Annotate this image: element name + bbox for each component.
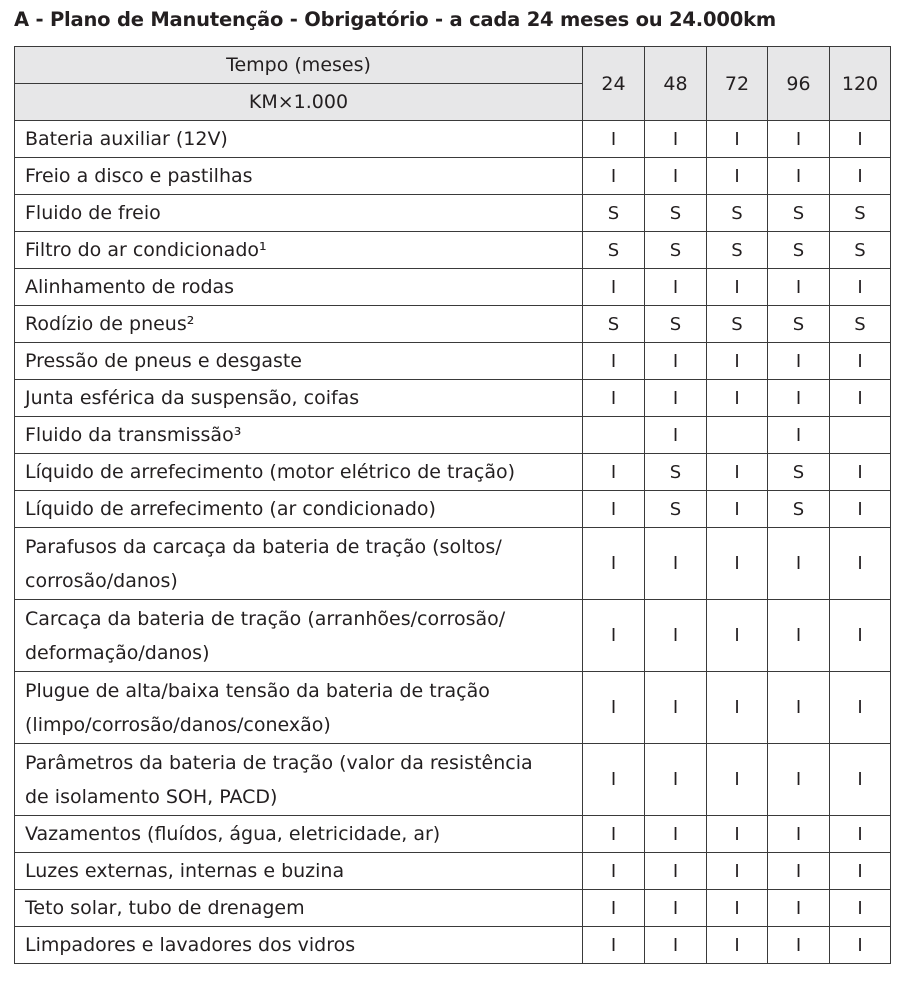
item-cell <box>15 343 583 380</box>
mark-cell: I <box>645 528 707 600</box>
table-row <box>15 853 891 890</box>
mark-cell: I <box>707 890 768 927</box>
header-time-label: Tempo (meses) <box>15 47 583 84</box>
mark-cell: S <box>645 195 707 232</box>
mark-cell: I <box>583 158 645 195</box>
table-row <box>15 744 891 816</box>
table-row <box>15 672 891 744</box>
mark-cell: I <box>768 600 830 672</box>
header-interval-120: 120 <box>830 47 891 121</box>
mark-cell: I <box>830 890 891 927</box>
table-row <box>15 158 891 195</box>
item-cell <box>15 380 583 417</box>
item-label: Vazamentos (fluídos, água, eletricidade, ar) <box>25 823 441 845</box>
mark-cell: I <box>707 600 768 672</box>
mark-cell: I <box>768 380 830 417</box>
mark-cell: I <box>768 672 830 744</box>
item-cell <box>15 816 583 853</box>
mark-cell: I <box>830 269 891 306</box>
mark-cell: I <box>768 528 830 600</box>
mark-cell: S <box>645 232 707 269</box>
item-cell <box>15 744 583 816</box>
item-cell <box>15 454 583 491</box>
mark-cell: I <box>768 343 830 380</box>
mark-cell: I <box>768 927 830 964</box>
mark-cell: I <box>768 269 830 306</box>
mark-cell: S <box>830 232 891 269</box>
maintenance-table-body <box>15 47 891 964</box>
mark-cell: S <box>583 232 645 269</box>
item-cell <box>15 890 583 927</box>
mark-cell: I <box>707 121 768 158</box>
item-label: Líquido de arrefecimento (motor elétrico de tração) <box>25 461 516 483</box>
item-label: Filtro do ar condicionado¹ <box>25 239 267 261</box>
table-row <box>15 927 891 964</box>
item-label: Teto solar, tubo de drenagem <box>25 897 305 919</box>
mark-cell: I <box>830 158 891 195</box>
table-row <box>15 600 891 672</box>
mark-cell: S <box>645 306 707 343</box>
mark-cell: I <box>645 380 707 417</box>
item-cell <box>15 491 583 528</box>
mark-cell: I <box>768 417 830 454</box>
header-interval-48: 48 <box>645 47 707 121</box>
item-label: Parafusos da carcaça da bateria de tração (soltos/ <box>25 535 502 558</box>
mark-cell: I <box>830 816 891 853</box>
item-cell <box>15 121 583 158</box>
mark-cell: I <box>583 380 645 417</box>
mark-cell: S <box>768 454 830 491</box>
mark-cell: I <box>583 853 645 890</box>
mark-cell <box>707 417 768 454</box>
mark-cell: I <box>707 380 768 417</box>
mark-cell: I <box>768 853 830 890</box>
maintenance-table <box>14 46 891 964</box>
mark-cell: I <box>707 816 768 853</box>
table-row <box>15 528 891 600</box>
item-cell <box>15 195 583 232</box>
item-label: Luzes externas, internas e buzina <box>25 860 345 882</box>
mark-cell: S <box>583 195 645 232</box>
mark-cell: I <box>707 158 768 195</box>
mark-cell: I <box>583 454 645 491</box>
mark-cell: I <box>583 600 645 672</box>
item-label: Bateria auxiliar (12V) <box>25 128 228 150</box>
item-label: Fluido da transmissão³ <box>25 424 242 446</box>
mark-cell: I <box>645 269 707 306</box>
item-label-continued: (limpo/corrosão/danos/conexão) <box>25 713 331 736</box>
mark-cell: I <box>645 121 707 158</box>
table-row <box>15 306 891 343</box>
mark-cell: S <box>707 195 768 232</box>
mark-cell: S <box>830 195 891 232</box>
mark-cell: I <box>707 672 768 744</box>
header-interval-96: 96 <box>768 47 830 121</box>
item-cell <box>15 158 583 195</box>
mark-cell: I <box>768 890 830 927</box>
mark-cell: S <box>768 306 830 343</box>
mark-cell: S <box>645 491 707 528</box>
mark-cell: I <box>707 927 768 964</box>
mark-cell: I <box>707 454 768 491</box>
mark-cell: S <box>768 195 830 232</box>
mark-cell: S <box>830 306 891 343</box>
mark-cell: I <box>583 121 645 158</box>
mark-cell: I <box>583 927 645 964</box>
mark-cell: I <box>707 491 768 528</box>
mark-cell: I <box>768 121 830 158</box>
mark-cell: I <box>830 853 891 890</box>
table-row <box>15 380 891 417</box>
mark-cell: I <box>645 927 707 964</box>
mark-cell: I <box>830 491 891 528</box>
mark-cell: I <box>645 672 707 744</box>
item-label-continued: deformação/danos) <box>25 641 210 664</box>
mark-cell: I <box>583 744 645 816</box>
table-row <box>15 269 891 306</box>
item-cell <box>15 417 583 454</box>
mark-cell: I <box>830 600 891 672</box>
mark-cell: I <box>830 343 891 380</box>
item-cell <box>15 232 583 269</box>
item-label: Pressão de pneus e desgaste <box>25 350 302 372</box>
mark-cell: I <box>645 853 707 890</box>
mark-cell: I <box>707 853 768 890</box>
item-cell <box>15 600 583 672</box>
item-label: Plugue de alta/baixa tensão da bateria de tração <box>25 679 490 702</box>
mark-cell: I <box>583 528 645 600</box>
mark-cell: I <box>583 491 645 528</box>
table-row <box>15 491 891 528</box>
item-label: Rodízio de pneus² <box>25 313 195 335</box>
table-row <box>15 816 891 853</box>
item-label: Fluido de freio <box>25 202 161 224</box>
mark-cell: S <box>768 491 830 528</box>
mark-cell: I <box>830 121 891 158</box>
table-row <box>15 232 891 269</box>
item-label: Alinhamento de rodas <box>25 276 235 298</box>
item-label: Junta esférica da suspensão, coifas <box>25 387 360 409</box>
mark-cell: I <box>830 672 891 744</box>
mark-cell: S <box>768 232 830 269</box>
mark-cell: I <box>830 454 891 491</box>
mark-cell: I <box>707 343 768 380</box>
item-label: Freio a disco e pastilhas <box>25 165 253 187</box>
mark-cell: I <box>645 417 707 454</box>
mark-cell: I <box>583 890 645 927</box>
header-interval-24: 24 <box>583 47 645 121</box>
mark-cell: I <box>645 890 707 927</box>
table-row <box>15 890 891 927</box>
item-label: Parâmetros da bateria de tração (valor da resistência <box>25 751 533 774</box>
item-cell <box>15 927 583 964</box>
mark-cell: I <box>583 816 645 853</box>
mark-cell: I <box>707 528 768 600</box>
mark-cell: I <box>768 816 830 853</box>
mark-cell: S <box>707 232 768 269</box>
mark-cell: I <box>645 600 707 672</box>
mark-cell: I <box>645 158 707 195</box>
mark-cell: I <box>830 927 891 964</box>
mark-cell: I <box>768 158 830 195</box>
item-label-continued: corrosão/danos) <box>25 569 178 592</box>
table-row <box>15 121 891 158</box>
mark-cell: I <box>583 269 645 306</box>
mark-cell <box>830 417 891 454</box>
item-cell <box>15 306 583 343</box>
mark-cell: I <box>645 744 707 816</box>
item-label: Líquido de arrefecimento (ar condicionado) <box>25 498 436 520</box>
page-title: A - Plano de Manutenção - Obrigatório - a cada 24 meses ou 24.000km <box>14 8 776 31</box>
item-cell <box>15 853 583 890</box>
mark-cell: I <box>830 380 891 417</box>
item-label: Limpadores e lavadores dos vidros <box>25 934 356 956</box>
mark-cell: I <box>583 672 645 744</box>
mark-cell: S <box>583 306 645 343</box>
item-cell <box>15 672 583 744</box>
mark-cell: S <box>707 306 768 343</box>
header-interval-72: 72 <box>707 47 768 121</box>
table-row <box>15 195 891 232</box>
mark-cell: I <box>830 528 891 600</box>
item-label-continued: de isolamento SOH, PACD) <box>25 785 278 808</box>
mark-cell: I <box>645 343 707 380</box>
header-km-label: KM×1.000 <box>15 84 583 121</box>
mark-cell: I <box>583 343 645 380</box>
table-row <box>15 343 891 380</box>
mark-cell <box>583 417 645 454</box>
item-cell <box>15 528 583 600</box>
item-cell <box>15 269 583 306</box>
mark-cell: I <box>830 744 891 816</box>
mark-cell: S <box>645 454 707 491</box>
header-row-time <box>15 47 891 84</box>
table-row <box>15 454 891 491</box>
mark-cell: I <box>768 744 830 816</box>
mark-cell: I <box>707 269 768 306</box>
item-label: Carcaça da bateria de tração (arranhões/corrosão/ <box>25 607 506 630</box>
mark-cell: I <box>707 744 768 816</box>
mark-cell: I <box>645 816 707 853</box>
table-row <box>15 417 891 454</box>
